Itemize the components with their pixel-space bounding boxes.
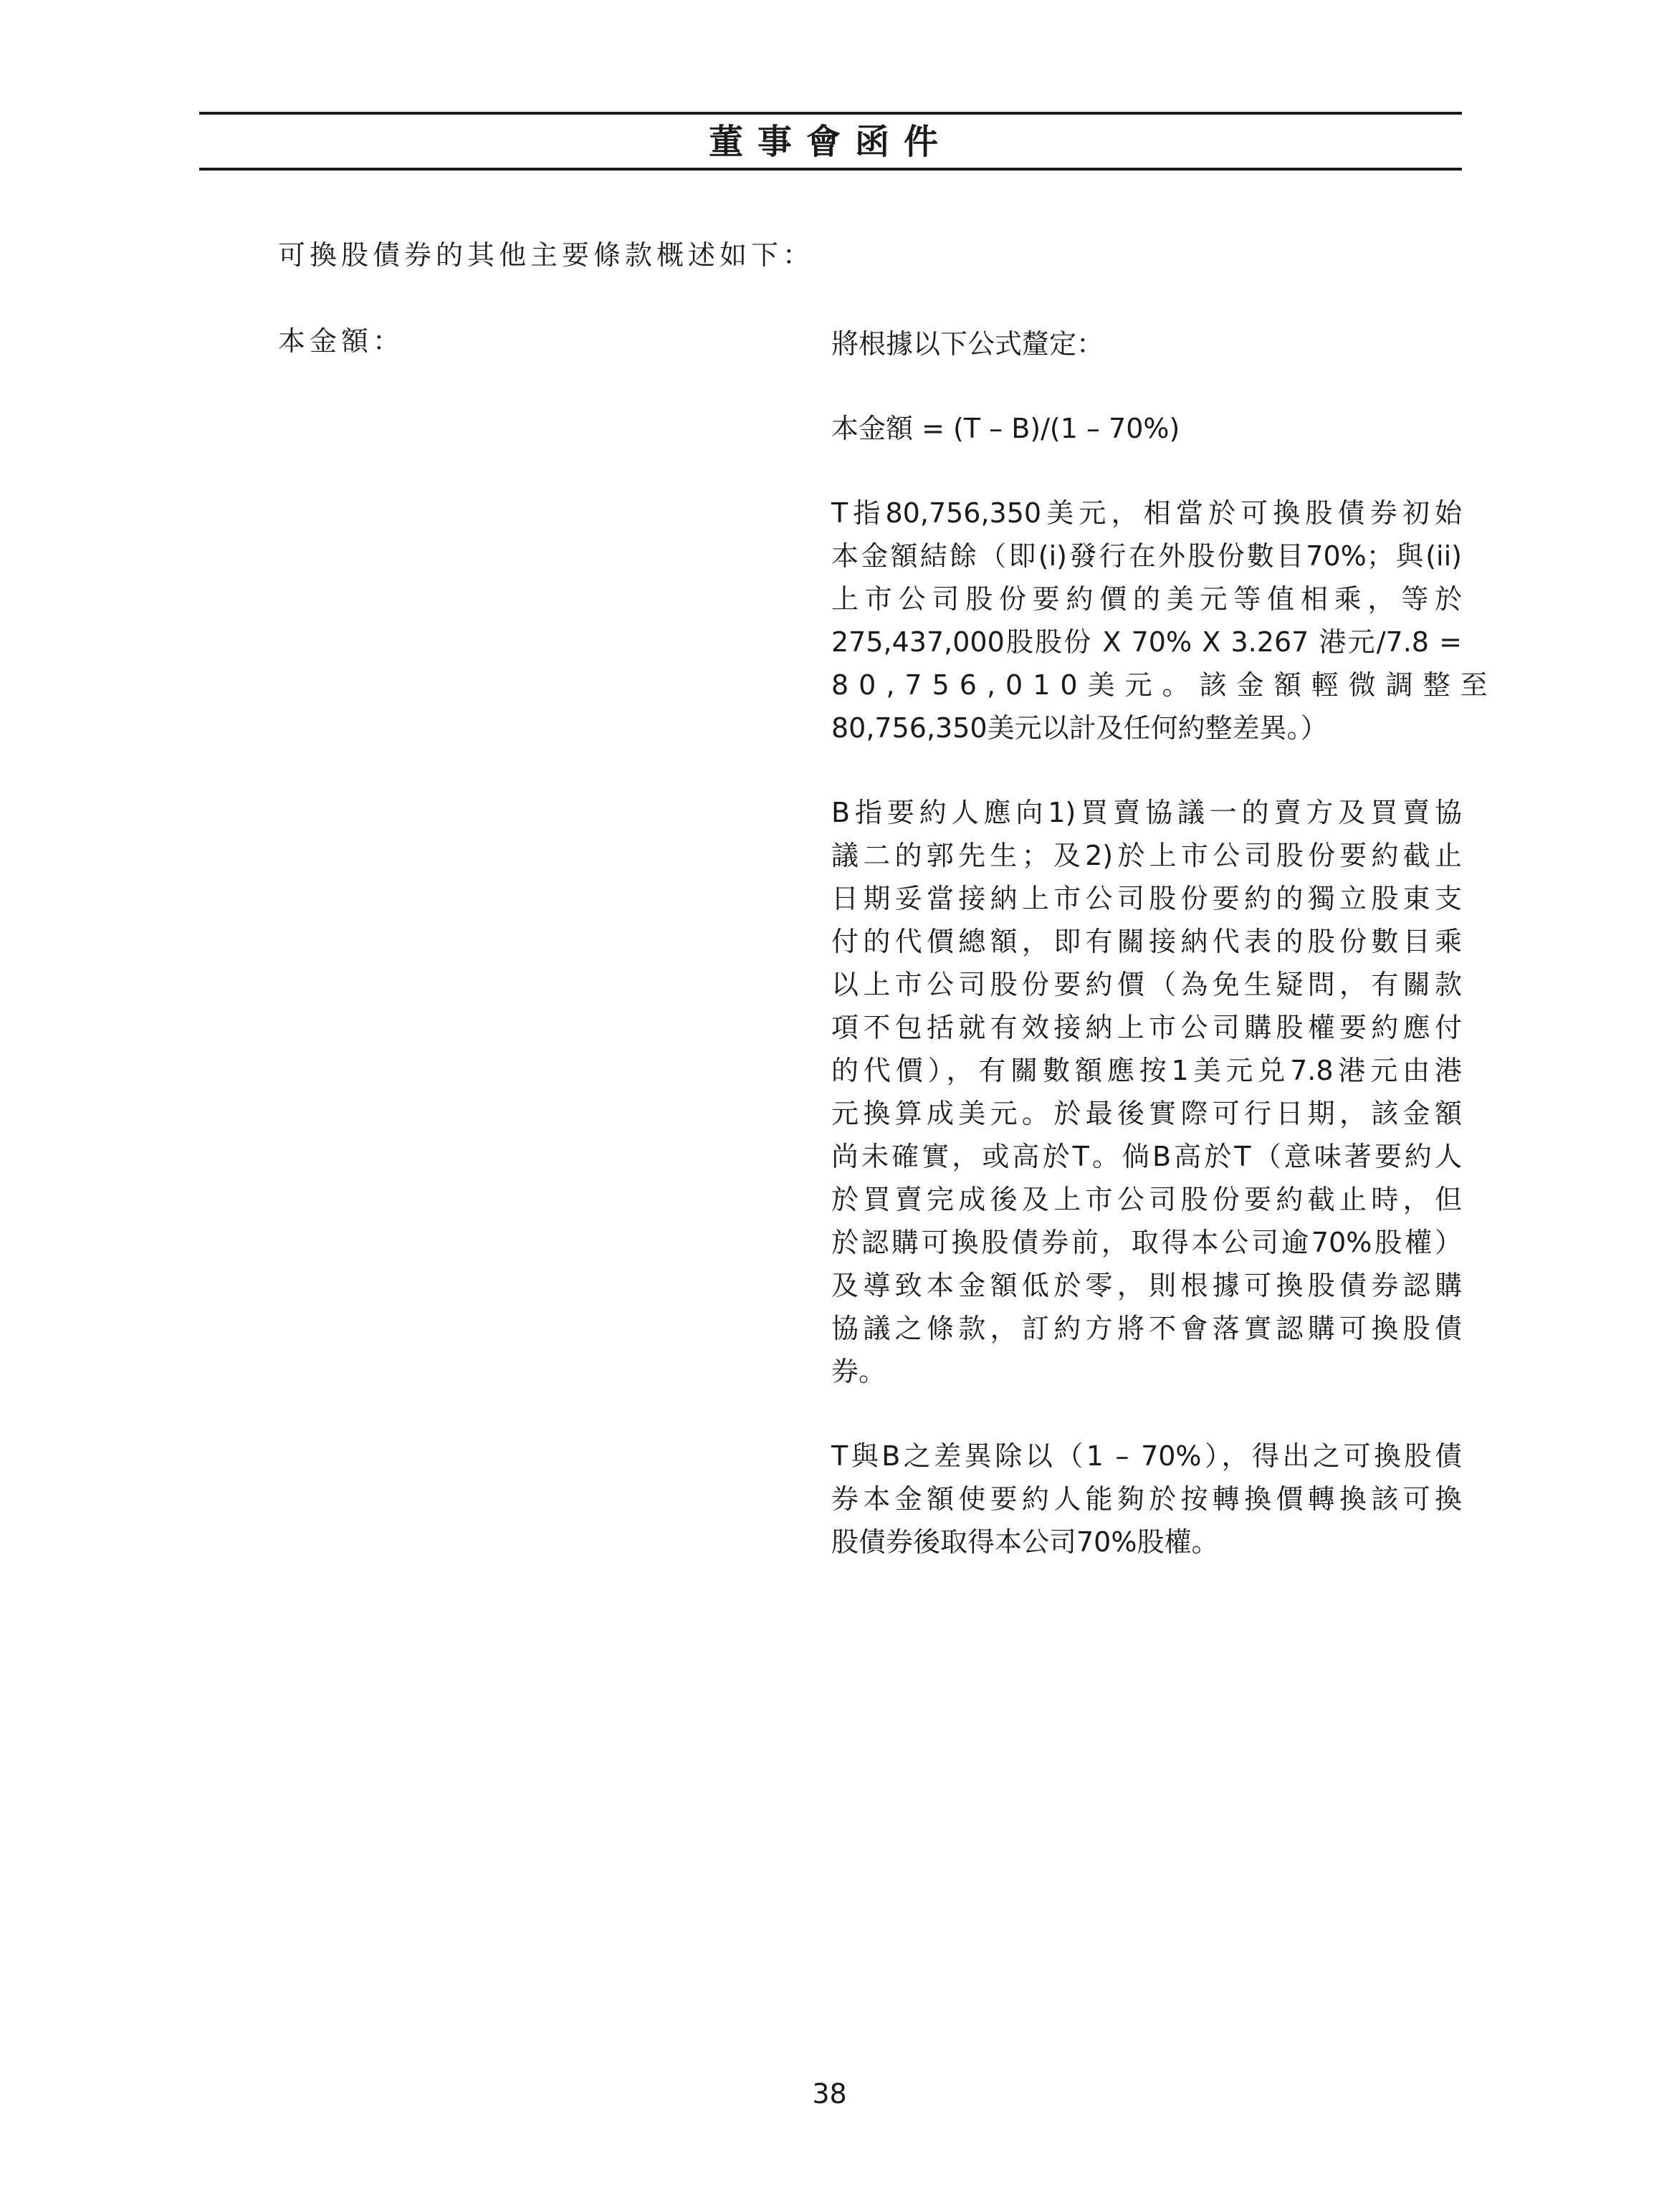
b-definition-line: 項不包括就有效接納上市公司購股權要約應付 [831,1012,1462,1043]
header-bottom-rule [199,168,1462,171]
ratio-explanation-paragraph [831,1435,1462,1564]
term-label-principal-amount: 本金額： [278,325,405,357]
b-definition-line: 付的代價總額，即有關接納代表的股份數目乘 [831,926,1462,957]
paragraph-gap [831,1393,1462,1435]
b-definition-line: 議二的郭先生；及2)於上市公司股份要約截止 [831,840,1462,871]
b-definition-line: 於買賣完成後及上市公司股份要約截止時，但 [831,1184,1462,1215]
t-definition-line: 80,756,010美元。該金額輕微調整至 [831,669,1498,701]
b-definition-line: 的代價），有關數額應按1美元兑7.8港元由港 [831,1055,1462,1086]
paragraph-gap [831,365,1462,407]
page-number: 38 [812,2078,847,2110]
t-definition-line: 上市公司股份要約價的美元等值相乘，等於 [831,583,1462,615]
t-definition-line: 本金額結餘（即(i)發行在外股份數目70%；與(ii) [831,540,1462,572]
header-top-rule [199,112,1462,115]
b-definition-line: 元換算成美元。於最後實際可行日期，該金額 [831,1098,1462,1129]
paragraph-gap [831,750,1462,791]
ratio-explanation-line: 券本金額使要約人能夠於按轉換價轉換該可換 [831,1483,1462,1515]
b-definition-line: 日期妥當接納上市公司股份要約的獨立股東支 [831,883,1462,914]
b-definition-line: 及導致本金額低於零，則根據可換股債券認購 [831,1270,1462,1301]
page-title: 董事會函件 [708,122,952,162]
t-definition-line: 80,756,350美元以計及任何約整差異。） [831,712,1328,744]
b-definition-line: B指要約人應向1)買賣協議一的賣方及買賣協 [831,797,1462,828]
b-definition-line: 以上市公司股份要約價（為免生疑問，有關款 [831,969,1462,1000]
term-description [831,322,1498,1564]
t-definition-line: T指80,756,350美元，相當於可換股債券初始 [831,497,1462,529]
b-definition-line: 尚未確實，或高於T。倘B高於T（意味著要約人 [831,1141,1462,1172]
ratio-explanation-line: T與B之差異除以（1 – 70%），得出之可換股債 [831,1440,1462,1472]
t-definition-line: 275,437,000股股份 X 70% X 3.267 港元/7.8 = [831,626,1462,658]
b-definition-line: 協議之條款，訂約方將不會落實認購可換股債 [831,1313,1462,1344]
b-definition-line: 券。 [831,1356,886,1387]
intro-paragraph: 可換股債券的其他主要條款概述如下： [278,239,815,271]
ratio-explanation-line: 股債券後取得本公司70%股權。 [831,1526,1219,1558]
b-definition-paragraph [831,791,1462,1393]
b-definition-line: 於認購可換股債券前，取得本公司逾70%股權） [831,1227,1462,1258]
formula: 本金額 = (T – B)/(1 – 70%) [831,413,1180,444]
paragraph-gap [831,450,1462,492]
formula-lead: 將根據以下公式釐定： [831,328,1104,360]
t-definition-paragraph [831,492,1498,750]
